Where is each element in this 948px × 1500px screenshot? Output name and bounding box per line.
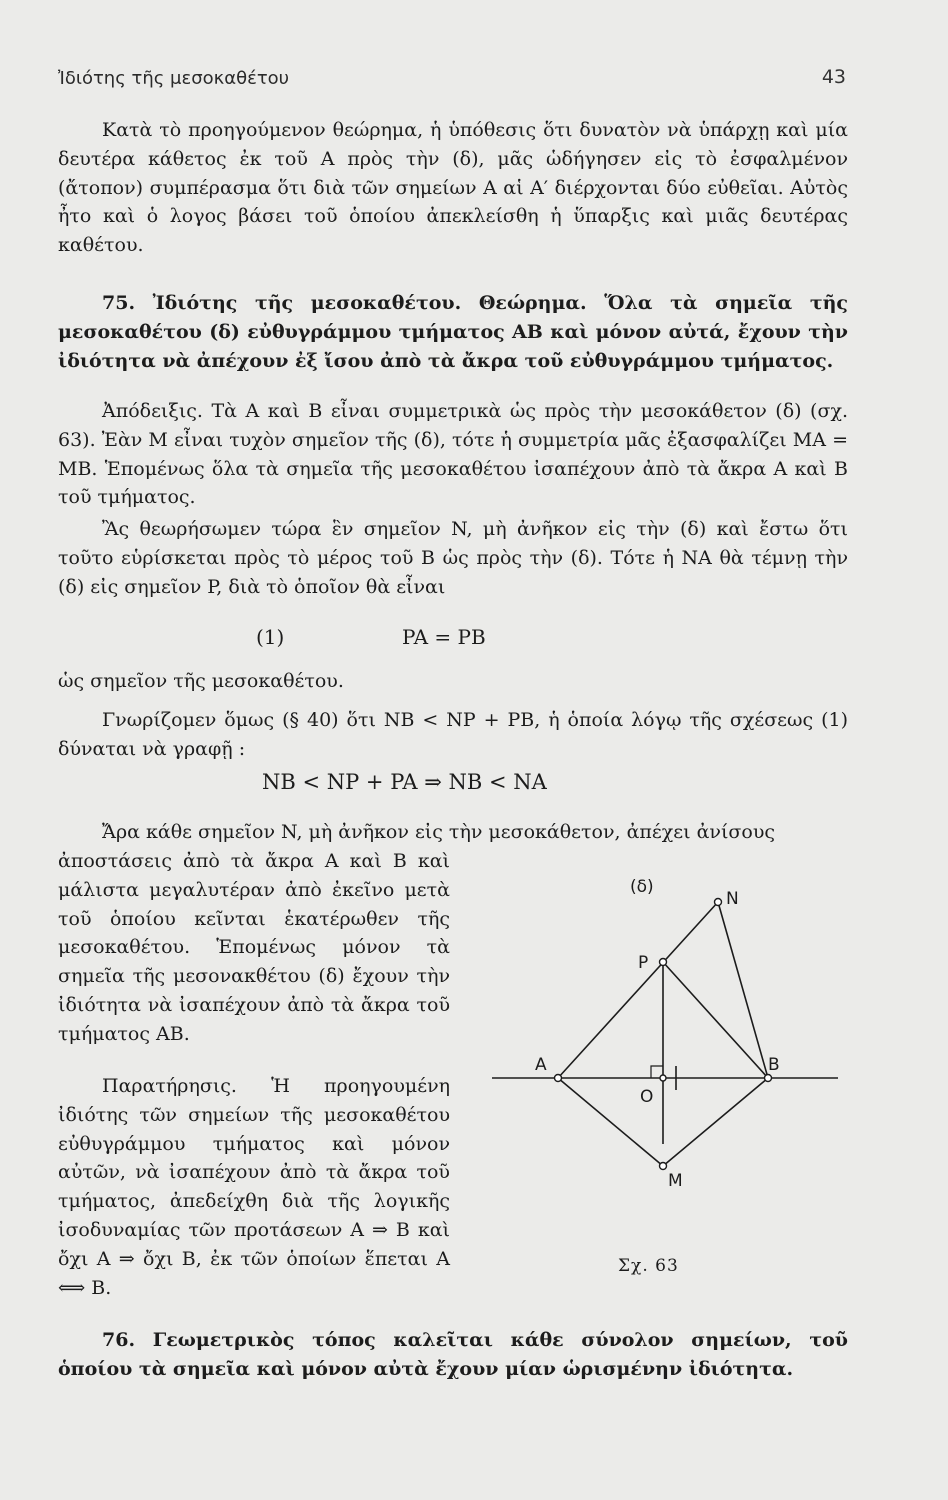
point-M [660, 1163, 667, 1170]
page-number: 43 [821, 66, 846, 88]
section-75-theorem: 75. Ἰδιότης τῆς μεσοκαθέτου. Θεώρημα. Ὅλα τὰ σημεῖα τῆς μεσοκαθέτου (δ) εὐθυγράμμου τμήματος AB καὶ μόνον αὐτά, ἔχουν τὴν ἰδιότητα νὰ ἀπέχουν ἐξ ἴσου ἀπὸ τὰ ἄκρα τοῦ εὐθυγράμμου τμήματος. [58, 292, 848, 372]
point-P [660, 959, 667, 966]
point-B [765, 1075, 772, 1082]
section-76-definition: 76. Γεωμετρικὸς τόπος καλεῖται κάθε σύνολον σημείων, τοῦ ὁποίου τὰ σημεῖα καὶ μόνον αὐτὰ ἔχουν μίαν ὡρισμένην ἰδιότητα. [58, 1329, 848, 1380]
point-O [660, 1075, 666, 1081]
equation-1: PA = PB [402, 625, 486, 649]
paragraph-as-point: ὡς σημεῖον τῆς μεσοκαθέτου. [58, 670, 344, 692]
label-P: P [638, 953, 649, 973]
equation-1-label: (1) [256, 625, 285, 649]
paragraph-remark: Παρατήρησις. Ἡ προηγουμένη ἰδιότης τῶν σημείων τῆς μεσοκαθέτου εὐθυγράμμου τμήματος καὶ μόνον αὐτῶν, νὰ ἰσαπέχουν ἀπὸ τὰ ἄκρα τοῦ τμήματος, ἀπεδείχθη διὰ τῆς λογικῆς ἰσοδυναμίας τῶν προτάσεων A ⇒ B καὶ ὄχι A ⇒ ὄχι B, ἐκ τῶν ὁποίων ἕπεται A ⟺ B. [58, 1075, 450, 1299]
paragraph-proof: Ἀπόδειξις. Τὰ A καὶ B εἶναι συμμετρικὰ ὡς πρὸς τὴν μεσοκάθετον (δ) (σχ. 63). Ἐὰν M εἶναι τυχὸν σημεῖον τῆς (δ), τότε ἡ συμμετρία μᾶς ἐξασφαλίζει MA = MB. Ἑπομένως ὅλα τὰ σημεῖα τῆς μεσοκαθέτου ἰσαπέχουν ἀπὸ τὰ ἄκρα A καὶ B τοῦ τμήματος. [58, 400, 848, 509]
paragraph-therefore-rest: ἀποστάσεις ἀπὸ τὰ ἄκρα A καὶ B καὶ μάλιστα μεγαλυτέραν ἀπὸ ἐκεῖνο μετὰ τοῦ ὁποίου κεῖνται ἑκατέρωθεν τῆς μεσοκαθέτου. Ἑπομένως μόνον τὰ σημεῖα τῆς μεσονακθέτου (δ) ἔχουν τὴν ἰδιότητα νὰ ἰσαπέχουν ἀπὸ τὰ ἄκρα τοῦ τμήματος AB. [58, 850, 450, 1045]
line-NB [718, 902, 768, 1078]
figure-caption: Σχ. 63 [618, 1256, 679, 1276]
line-AN [558, 902, 718, 1078]
figure-63 [480, 860, 850, 1260]
line-MB [663, 1078, 768, 1166]
label-B: B [768, 1055, 780, 1075]
label-M: M [668, 1171, 683, 1191]
paragraph-triangle-inequality: Γνωρίζομεν ὅμως (§ 40) ὅτι NB < NP + PB, ἡ ὁποία λόγῳ τῆς σχέσεως (1) δύναται νὰ γραφῇ : [58, 709, 848, 760]
paragraph-intro: Κατὰ τὸ προηγούμενον θεώρημα, ἡ ὑπόθεσις ὅτι δυνατὸν νὰ ὑπάρχῃ καὶ μία δευτέρα κάθετος ἐκ τοῦ A πρὸς τὴν (δ), μᾶς ὡδήγησεν εἰς τὸ ἐσφαλμένον (ἄτοπον) συμπέρασμα ὅτι διὰ τῶν σημείων A αἱ A′ διέρχονται δύο εὐθεῖαι. Αὐτὸς ἦτο καὶ ὁ λογος βάσει τοῦ ὁποίου ἀπεκλείσθη ἡ ὕπαρξις καὶ μιᾶς δευτέρας καθέτου. [58, 119, 848, 257]
label-N: N [726, 889, 739, 909]
point-N [715, 899, 722, 906]
point-A [555, 1075, 562, 1082]
label-delta: (δ) [630, 877, 654, 897]
equation-2: NB < NP + PA ⇒ NB < NA [262, 770, 547, 794]
running-header: Ἰδιότης τῆς μεσοκαθέτου [58, 68, 290, 89]
paragraph-therefore-first-line: Ἄρα κάθε σημεῖον N, μὴ ἀνῆκον εἰς τὴν μεσοκάθετον, ἀπέχει ἀνίσους [102, 821, 776, 843]
paragraph-consider-N: Ἂς θεωρήσωμεν τώρα ἓν σημεῖον N, μὴ ἀνῆκον εἰς τὴν (δ) καὶ ἔστω ὅτι τοῦτο εὑρίσκεται πρὸς τὸ μέρος τοῦ B ὡς πρὸς τὴν (δ). Τότε ἡ NA θὰ τέμνῃ τὴν (δ) εἰς σημεῖον P, διὰ τὸ ὁποῖον θὰ εἶναι [58, 518, 848, 598]
label-A: A [535, 1055, 547, 1075]
label-O: O [640, 1087, 654, 1107]
